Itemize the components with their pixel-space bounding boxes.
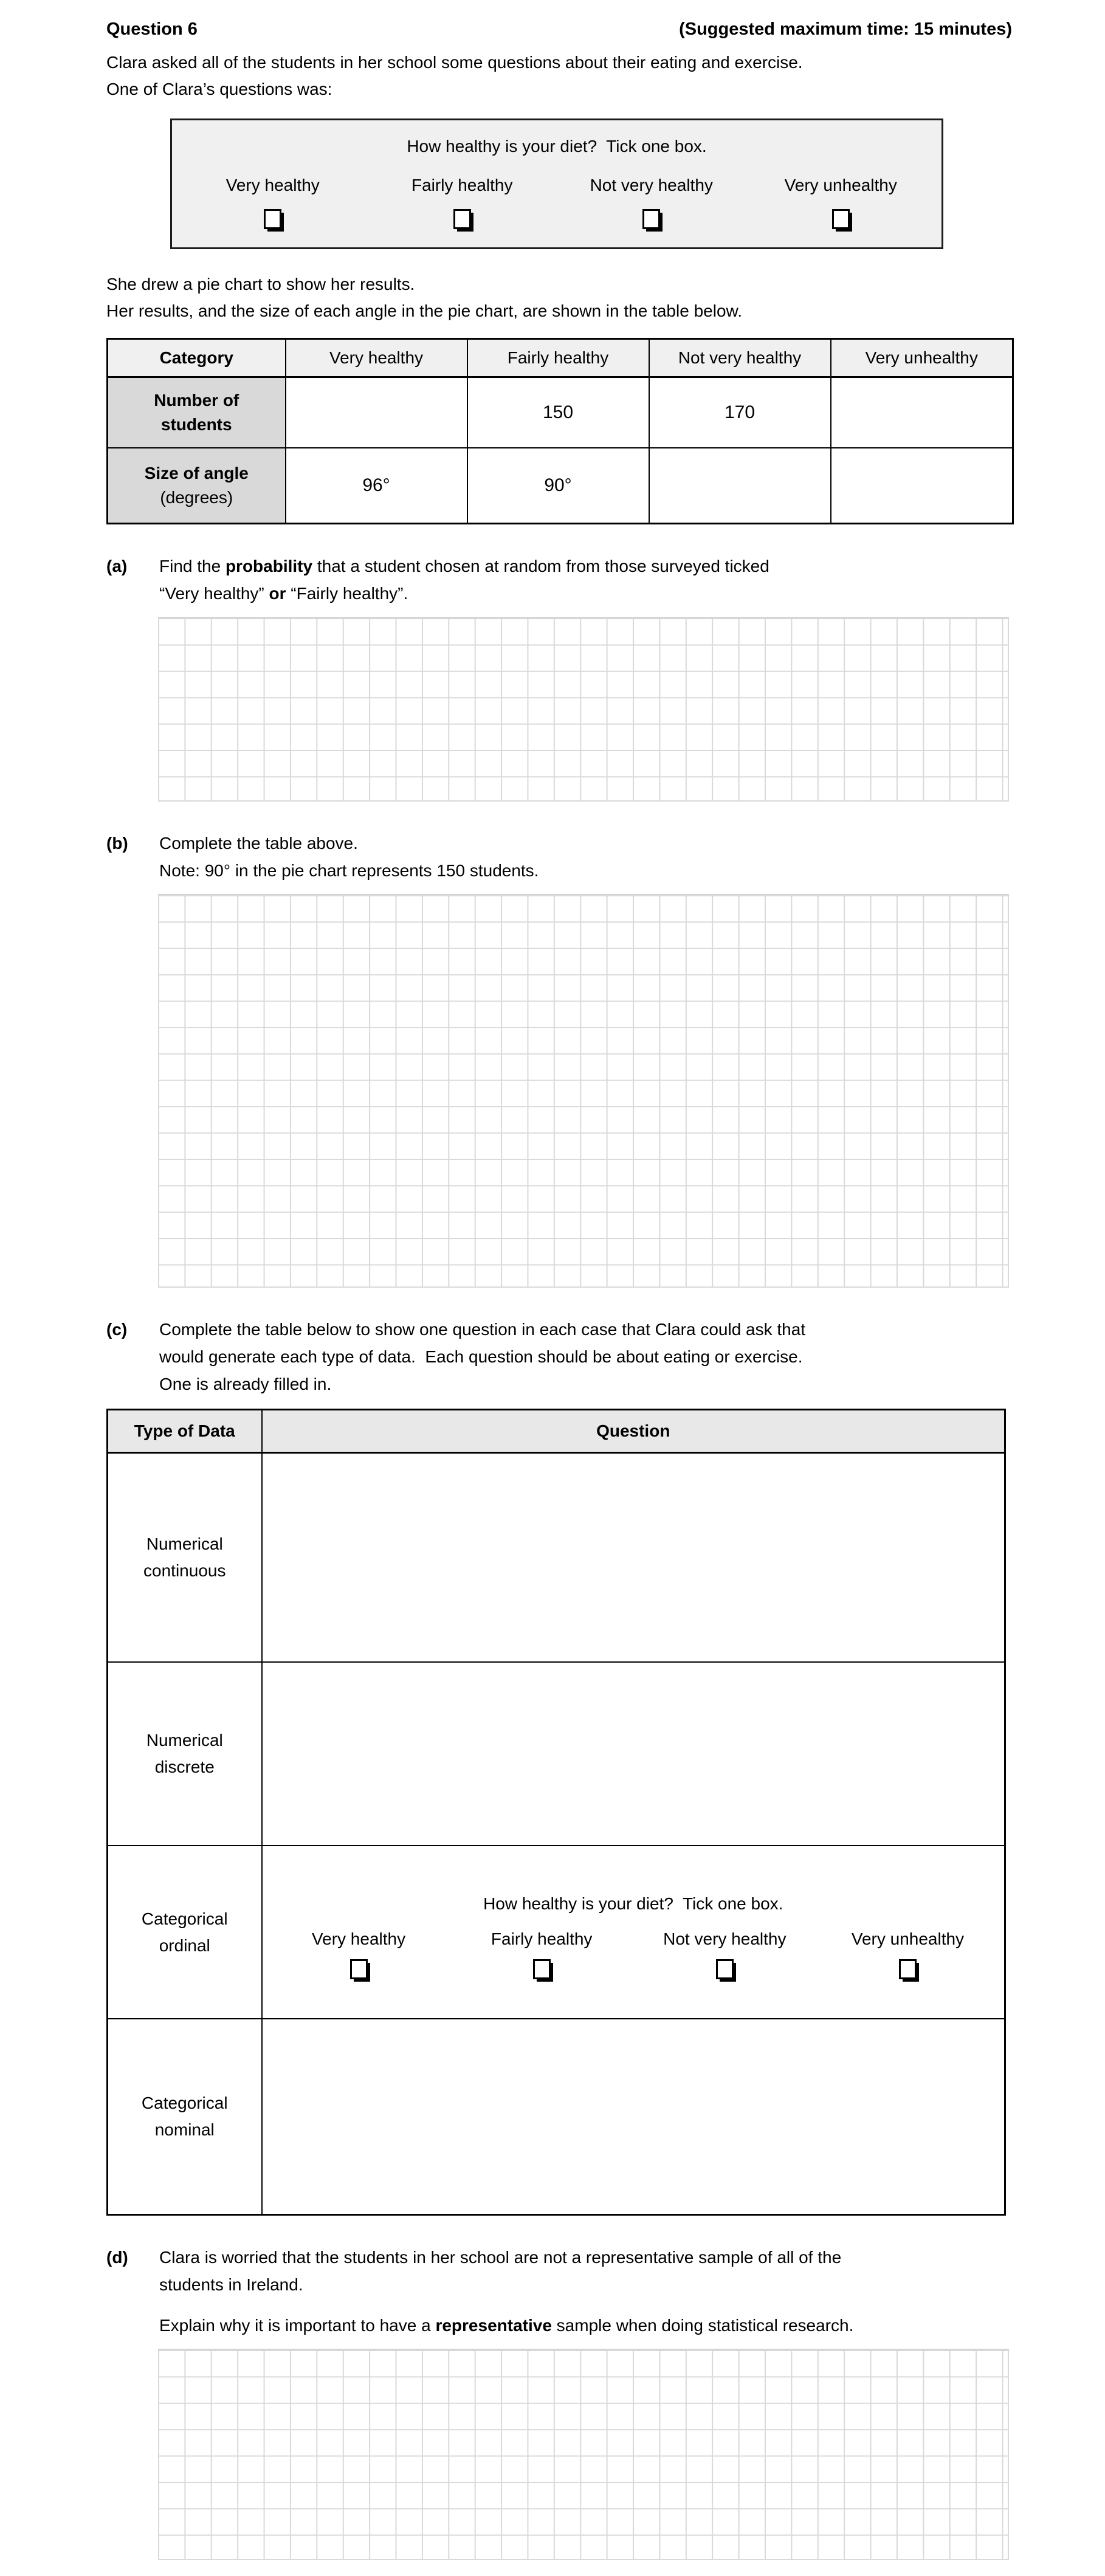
part-b-text <box>159 829 1012 884</box>
text-run: “Very healthy” <box>159 584 269 603</box>
part-d-line-2: students in Ireland. <box>159 2275 303 2294</box>
checkbox-icon[interactable] <box>716 1959 734 1979</box>
type-label-line: nominal <box>154 2120 215 2139</box>
part-b-line-1: Complete the table above. <box>159 834 358 853</box>
part-c-text <box>159 1316 1012 1398</box>
type-label-line: Categorical <box>141 2093 228 2112</box>
row-label-line: (degrees) <box>160 488 233 507</box>
text-run-bold: probability <box>225 557 313 575</box>
text-run: “Fairly healthy”. <box>286 584 408 603</box>
part-d-line-3 <box>159 2312 1012 2339</box>
row-label-line: Size of angle <box>144 464 249 483</box>
text-run: Explain why it is important to have a <box>159 2316 436 2335</box>
students-fairly-healthy-cell: 150 <box>467 377 649 448</box>
text-run: that a student chosen at random from those surveyed ticked <box>312 557 769 575</box>
question-cell-numerical-continuous[interactable] <box>262 1453 1005 1663</box>
checkbox-icon[interactable] <box>264 209 281 229</box>
part-b-line-2: Note: 90° in the pie chart represents 150 students. <box>159 861 539 880</box>
results-corner-label: Category <box>108 339 286 377</box>
prefilled-option-fairly-healthy <box>450 1929 633 1979</box>
results-header-fairly-healthy: Fairly healthy <box>467 339 649 377</box>
type-label-line: ordinal <box>159 1935 210 1955</box>
pie-line-2: Her results, and the size of each angle in the pie chart, are shown in the table below. <box>106 301 742 320</box>
option-label: Very healthy <box>312 1929 406 1948</box>
type-label-line: continuous <box>143 1561 226 1580</box>
row-label-line: students <box>160 415 232 434</box>
checkbox-icon[interactable] <box>533 1959 551 1979</box>
part-a-line-1 <box>159 552 1012 580</box>
option-label: Not very healthy <box>590 176 713 194</box>
survey-option-very-unhealthy <box>746 175 936 229</box>
intro-paragraph <box>106 49 1012 103</box>
part-c-line-1: Complete the table below to show one question in each case that Clara could ask that <box>159 1320 806 1339</box>
part-c-line-2: would generate each type of data. Each question should be about eating or exercise. <box>159 1347 803 1366</box>
type-label-categorical-ordinal <box>108 1846 262 2019</box>
question-cell-categorical-nominal[interactable] <box>262 2019 1005 2215</box>
header-question: Question <box>262 1410 1005 1453</box>
results-row-angle <box>108 448 1013 524</box>
checkbox-icon[interactable] <box>642 209 660 229</box>
checkbox-icon[interactable] <box>832 209 850 229</box>
answer-grid-part-d[interactable] <box>158 2349 1009 2560</box>
type-label-line: discrete <box>154 1757 215 1776</box>
type-of-data-table <box>106 1409 1006 2216</box>
type-label-numerical-continuous <box>108 1453 262 1663</box>
type-label-categorical-nominal <box>108 2019 262 2215</box>
type-label-line: Numerical <box>146 1534 223 1553</box>
data-table-header-row <box>108 1410 1005 1453</box>
option-label: Very unhealthy <box>784 176 897 194</box>
option-label: Very unhealthy <box>851 1929 965 1948</box>
part-d-text <box>159 2244 1012 2339</box>
results-header-not-very-healthy: Not very healthy <box>649 339 831 377</box>
option-label: Fairly healthy <box>491 1929 593 1948</box>
results-header-very-healthy: Very healthy <box>286 339 467 377</box>
results-table <box>106 338 1014 524</box>
row-label-number-of-students <box>108 377 286 448</box>
question-cell-categorical-ordinal <box>262 1846 1005 2019</box>
table-row-categorical-nominal <box>108 2019 1005 2215</box>
checkbox-icon[interactable] <box>453 209 471 229</box>
header-type-of-data: Type of Data <box>108 1410 262 1453</box>
results-row-students <box>108 377 1013 448</box>
survey-options-row <box>178 175 935 229</box>
angle-fairly-healthy-cell: 90° <box>467 448 649 524</box>
table-row-numerical-discrete <box>108 1662 1005 1846</box>
part-d-label: (d) <box>106 2248 128 2267</box>
part-d-line-1: Clara is worried that the students in her school are not a representative sample of all of the <box>159 2248 842 2267</box>
text-run-bold: representative <box>435 2316 552 2335</box>
part-a-line-2 <box>159 580 1012 607</box>
part-c <box>106 1316 1012 1398</box>
pie-line-1: She drew a pie chart to show her results. <box>106 275 415 294</box>
part-c-line-3: One is already filled in. <box>159 1375 332 1393</box>
angle-very-healthy-cell: 96° <box>286 448 467 524</box>
prefilled-question-text: How healthy is your diet? Tick one box. <box>483 1894 783 1913</box>
table-row-categorical-ordinal <box>108 1846 1005 2019</box>
question-header <box>106 19 1012 39</box>
part-c-label: (c) <box>106 1320 128 1339</box>
angle-not-very-healthy-cell[interactable] <box>649 448 831 524</box>
answer-grid-part-b[interactable] <box>158 894 1009 1288</box>
survey-question-box <box>170 118 943 249</box>
part-d <box>106 2244 1012 2339</box>
prefilled-options-row <box>267 1929 1000 1979</box>
text-run: Find the <box>159 557 225 575</box>
type-label-line: Numerical <box>146 1731 223 1750</box>
part-b-label: (b) <box>106 834 128 853</box>
text-run-bold: or <box>269 584 286 603</box>
students-not-very-healthy-cell: 170 <box>649 377 831 448</box>
prefilled-survey-question <box>267 1885 1000 1979</box>
prefilled-option-very-unhealthy <box>816 1929 999 1979</box>
part-a <box>106 552 1012 607</box>
results-header-row <box>108 339 1013 377</box>
option-label: Fairly healthy <box>411 176 513 194</box>
prefilled-option-very-healthy <box>267 1929 450 1979</box>
question-title: Question 6 <box>106 19 198 39</box>
table-row-numerical-continuous <box>108 1453 1005 1663</box>
row-label-line: Number of <box>154 391 239 410</box>
students-very-healthy-cell[interactable] <box>286 377 467 448</box>
survey-option-not-very-healthy <box>557 175 746 229</box>
text-run: sample when doing statistical research. <box>551 2316 854 2335</box>
suggested-time-note: (Suggested maximum time: 15 minutes) <box>679 19 1012 39</box>
prefilled-option-not-very-healthy <box>633 1929 816 1979</box>
pie-chart-paragraph <box>106 271 1012 325</box>
survey-question-text: How healthy is your diet? Tick one box. <box>407 137 707 156</box>
type-label-numerical-discrete <box>108 1662 262 1846</box>
survey-option-very-healthy <box>178 175 368 229</box>
option-label: Not very healthy <box>663 1929 787 1948</box>
checkbox-icon[interactable] <box>350 1959 368 1979</box>
option-label: Very healthy <box>225 176 320 194</box>
survey-option-fairly-healthy <box>368 175 557 229</box>
part-b <box>106 829 1012 884</box>
part-a-text <box>159 552 1012 607</box>
intro-line-1: Clara asked all of the students in her school some questions about their eating and exercise. <box>106 53 803 72</box>
answer-grid-part-a[interactable] <box>158 617 1009 802</box>
intro-line-2: One of Clara’s questions was: <box>106 80 332 98</box>
question-cell-numerical-discrete[interactable] <box>262 1662 1005 1846</box>
type-label-line: Categorical <box>141 1909 228 1928</box>
results-header-very-unhealthy: Very unhealthy <box>831 339 1013 377</box>
angle-very-unhealthy-cell[interactable] <box>831 448 1013 524</box>
checkbox-icon[interactable] <box>899 1959 917 1979</box>
part-a-label: (a) <box>106 557 128 575</box>
row-label-size-of-angle <box>108 448 286 524</box>
students-very-unhealthy-cell[interactable] <box>831 377 1013 448</box>
